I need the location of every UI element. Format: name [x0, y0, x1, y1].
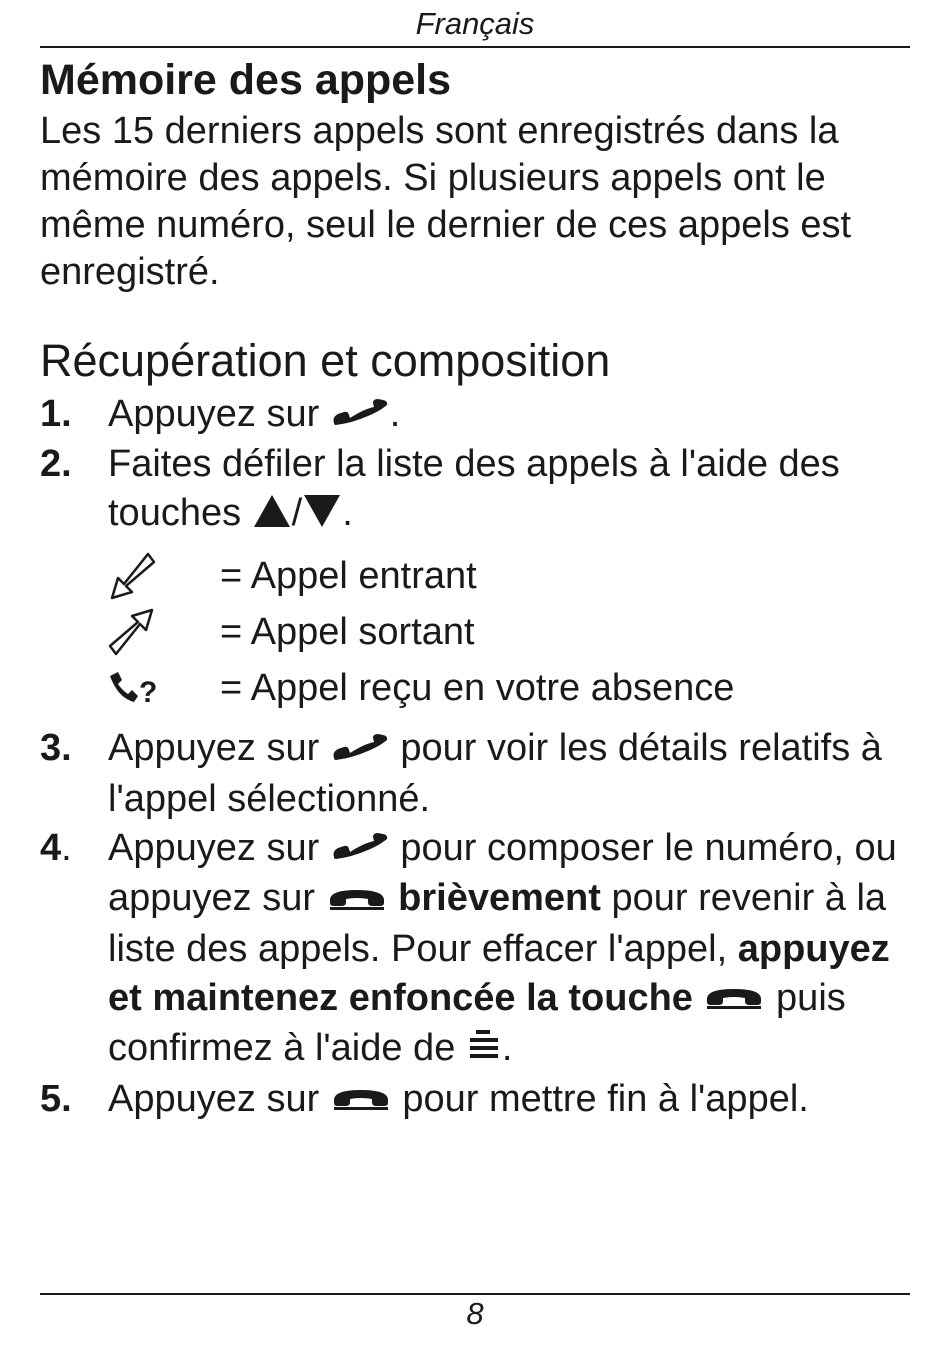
section-intro: Les 15 derniers appels sont enregistrés dans la mémoire des appels. Si plusieurs appels ont le même numéro, seul le dernier de ces appels est enregistré. — [40, 110, 852, 293]
step-text-end: . — [501, 1027, 513, 1070]
step-bold-text: appuyez et maintenez enfoncée la touche — [108, 927, 890, 1019]
step-text: touches — [108, 492, 242, 535]
step-text: Appuyez sur — [108, 393, 320, 435]
call-key-icon — [330, 391, 390, 440]
step-text-end: . — [342, 492, 353, 535]
step-text-end: . — [389, 393, 401, 435]
step-number: 4. — [40, 826, 72, 869]
menu-key-icon — [466, 1026, 502, 1075]
legend-text: = Appel sortant — [220, 610, 475, 653]
step-text: puis confirmez à l'aide de — [108, 976, 846, 1070]
legend-row-incoming — [108, 548, 915, 604]
svg-text:?: ? — [139, 676, 158, 709]
step-5 — [40, 1075, 915, 1125]
step-text: Appuyez sur — [108, 727, 320, 770]
step-number: 1. — [40, 393, 72, 435]
down-arrow-icon — [302, 493, 342, 529]
step-1 — [40, 390, 915, 440]
legend-text: = Appel entrant — [220, 554, 477, 597]
step-2 — [40, 440, 915, 716]
step-text: Appuyez sur — [108, 1077, 320, 1120]
step-text: pour composer le numéro, ou appuyez sur — [108, 826, 897, 920]
missed-call-icon — [108, 668, 158, 708]
page-content — [40, 52, 915, 1125]
step-3 — [40, 724, 915, 823]
page-header-language: Français — [415, 6, 535, 41]
subsection-title: Récupération et composition — [40, 335, 611, 386]
slash-separator: / — [291, 492, 303, 535]
step-text: pour revenir à la liste des appels. Pour effacer l'appel, — [108, 877, 887, 970]
incoming-call-icon — [108, 550, 156, 602]
outgoing-call-icon — [108, 606, 156, 658]
call-key-icon — [330, 726, 390, 775]
legend-row-outgoing — [108, 604, 915, 660]
step-text: Faites défiler la liste des appels à l'aide des — [108, 443, 840, 486]
end-key-icon — [703, 975, 765, 1024]
step-number: 5. — [40, 1077, 72, 1120]
end-key-icon — [326, 876, 388, 925]
section-title: Mémoire des appels — [40, 56, 452, 104]
step-text: pour voir les détails relatifs à l'appel sélectionné. — [108, 727, 882, 820]
step-text: Appuyez sur — [108, 826, 320, 869]
call-key-icon — [330, 825, 390, 874]
legend-row-missed — [108, 660, 915, 716]
legend-text: = Appel reçu en votre absence — [220, 666, 735, 709]
end-key-icon — [330, 1076, 392, 1125]
up-arrow-icon — [252, 493, 292, 529]
page-number: 8 — [466, 1296, 484, 1331]
step-bold-text: brièvement — [398, 877, 601, 920]
call-type-legend — [108, 548, 915, 716]
step-number: 2. — [40, 443, 72, 486]
step-4 — [40, 824, 915, 1075]
step-text: pour mettre fin à l'appel. — [402, 1077, 809, 1120]
steps-list — [40, 390, 915, 1125]
header-divider — [40, 46, 910, 48]
step-number: 3. — [40, 727, 72, 770]
